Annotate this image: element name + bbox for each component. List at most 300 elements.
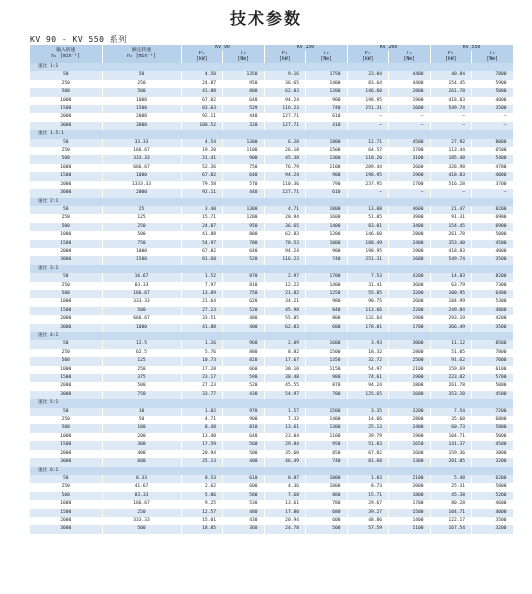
table-cell: 3000	[30, 391, 102, 399]
table-cell: 15.71	[347, 492, 389, 500]
table-cell: 3.93	[347, 340, 389, 348]
table-cell: 3400	[389, 223, 431, 231]
table-cell: 1.52	[181, 273, 223, 281]
table-row	[30, 189, 513, 197]
table-row	[30, 139, 513, 147]
table-row	[30, 105, 513, 113]
table-cell: 1350	[223, 71, 265, 79]
table-cell: 7.97	[181, 282, 223, 290]
table-cell: 640	[223, 433, 265, 441]
table-cell: 35.60	[264, 450, 306, 458]
table-cell: 83.33	[102, 282, 181, 290]
table-cell: 2000	[30, 382, 102, 390]
table-row	[30, 122, 513, 130]
table-cell: 950	[306, 441, 348, 449]
table-cell: 17.59	[181, 441, 223, 449]
table-cell: 1500	[306, 349, 348, 357]
table-cell: 2000	[30, 315, 102, 323]
table-cell: 67.02	[181, 248, 223, 256]
table-cell: 7800	[472, 349, 514, 357]
table-cell: 64.57	[347, 147, 389, 155]
table-cell: 8.73	[347, 483, 389, 491]
table-cell: 5400	[472, 155, 514, 163]
table-cell: 2000	[30, 181, 102, 189]
table-cell: 1500	[102, 105, 181, 113]
table-cell: 23.17	[181, 374, 223, 382]
table-cell: 250	[30, 80, 102, 88]
table-cell: 440	[223, 113, 265, 121]
table-cell: 50	[30, 206, 102, 214]
input-speed-header: 输入转速 n₁ [min⁻¹]	[30, 45, 102, 63]
table-cell: 1000	[30, 298, 102, 306]
table-cell: 3700	[472, 181, 514, 189]
table-cell: 1000	[102, 97, 181, 105]
table-cell: 76.79	[264, 164, 306, 172]
table-cell: 154.45	[430, 80, 472, 88]
table-cell: 8.48	[181, 424, 223, 432]
table-cell: 7.54	[430, 408, 472, 416]
table-row	[30, 424, 513, 432]
table-cell: 5.06	[181, 492, 223, 500]
table-cell: 50	[30, 273, 102, 281]
table-cell: 4.71	[181, 416, 223, 424]
table-row	[30, 408, 513, 416]
table-cell: 67.02	[181, 172, 223, 180]
table-cell: 2500	[389, 357, 431, 365]
table-cell: 33.51	[181, 315, 223, 323]
table-cell: 1900	[389, 374, 431, 382]
table-cell: 79.58	[181, 181, 223, 189]
table-cell: 83.01	[347, 223, 389, 231]
ratio-label: 速比 3:1	[30, 265, 513, 273]
table-cell: 418.83	[430, 248, 472, 256]
table-cell: 3700	[389, 147, 431, 155]
table-cell: 1000	[306, 240, 348, 248]
table-cell: 10.73	[181, 357, 223, 365]
table-cell: 850	[306, 450, 348, 458]
table-cell: 51.05	[430, 349, 472, 357]
table-cell: 375	[102, 374, 181, 382]
table-row	[30, 282, 513, 290]
table-cell: 8000	[472, 139, 514, 147]
table-cell: –	[472, 113, 514, 121]
table-cell: 113.44	[430, 147, 472, 155]
table-cell: –	[347, 122, 389, 130]
table-cell: 2000	[30, 517, 102, 525]
table-cell: –	[472, 189, 514, 197]
table-row	[30, 80, 513, 88]
table-cell: 63.79	[430, 282, 472, 290]
table-cell: 1.57	[264, 408, 306, 416]
table-cell: 23.04	[347, 71, 389, 79]
table-cell: 261.78	[430, 231, 472, 239]
table-cell: 8200	[472, 273, 514, 281]
table-cell: –	[389, 113, 431, 121]
table-cell: 146.60	[347, 231, 389, 239]
table-cell: 9.25	[181, 500, 223, 508]
table-cell: 159.36	[430, 450, 472, 458]
table-cell: 1100	[389, 525, 431, 533]
tech-params-table	[30, 45, 514, 534]
model-header-kv90: KV 90	[181, 45, 264, 51]
table-cell: 600	[102, 458, 181, 466]
table-cell: 2100	[389, 366, 431, 374]
table-cell: 91.62	[430, 357, 472, 365]
table-cell: 1100	[306, 433, 348, 441]
table-cell: 2800	[389, 88, 431, 96]
ratio-label: 速比 6:1	[30, 467, 513, 475]
table-cell: 12.22	[264, 282, 306, 290]
table-cell: 5200	[472, 492, 514, 500]
table-cell: 3000	[30, 256, 102, 264]
table-cell: 7200	[472, 408, 514, 416]
table-cell: 700	[306, 391, 348, 399]
table-cell: 198.95	[347, 172, 389, 180]
ratio-section-row	[30, 198, 513, 206]
table-cell: 870	[306, 382, 348, 390]
table-cell: 1000	[30, 97, 102, 105]
torque-header: T₂ [Nm]	[389, 51, 431, 63]
table-row	[30, 324, 513, 332]
table-row	[30, 164, 513, 172]
table-cell: 41.88	[181, 88, 223, 96]
table-cell: 500	[102, 231, 181, 239]
table-cell: 7.33	[264, 416, 306, 424]
ratio-section-row	[30, 63, 513, 71]
table-cell: 167.54	[430, 525, 472, 533]
table-cell: 328.98	[430, 164, 472, 172]
table-cell: 18.32	[347, 349, 389, 357]
table-cell: 3200	[389, 290, 431, 298]
table-cell: 250	[30, 416, 102, 424]
table-cell: 184.99	[430, 298, 472, 306]
table-row	[30, 357, 513, 365]
table-cell: –	[389, 122, 431, 130]
table-cell: 116.23	[264, 256, 306, 264]
table-cell: 1.02	[181, 408, 223, 416]
table-cell: 1350	[306, 357, 348, 365]
table-cell: 250	[30, 147, 102, 155]
table-cell: 166.67	[102, 500, 181, 508]
table-cell: 3000	[30, 458, 102, 466]
table-cell: 1700	[389, 500, 431, 508]
table-cell: 400	[102, 450, 181, 458]
table-cell: 62.83	[264, 324, 306, 332]
table-cell: 54.97	[347, 366, 389, 374]
table-cell: 17.28	[181, 366, 223, 374]
model-header-kv150: KV 150	[264, 45, 347, 51]
table-cell: 6800	[472, 416, 514, 424]
table-cell: 3500	[472, 256, 514, 264]
table-row	[30, 248, 513, 256]
table-cell: 25.13	[347, 424, 389, 432]
table-cell: 45.98	[264, 307, 306, 315]
table-row	[30, 433, 513, 441]
table-cell: 1500	[30, 307, 102, 315]
table-cell: 178.01	[347, 324, 389, 332]
table-cell: 13.40	[181, 433, 223, 441]
table-cell: 500	[30, 88, 102, 96]
table-cell: 6400	[472, 290, 514, 298]
table-cell: 29.84	[264, 441, 306, 449]
table-cell: 1400	[306, 80, 348, 88]
table-cell: 261.78	[430, 88, 472, 96]
table-row	[30, 483, 513, 491]
table-cell: 353.20	[430, 391, 472, 399]
table-cell: 870	[223, 273, 265, 281]
table-cell: 2000	[30, 450, 102, 458]
table-cell: 430	[223, 517, 265, 525]
table-cell: 51.83	[347, 441, 389, 449]
table-cell: 500	[30, 155, 102, 163]
table-cell: 2.97	[264, 273, 306, 281]
ratio-label: 速比 4:1	[30, 332, 513, 340]
table-cell: 2.62	[181, 483, 223, 491]
table-cell: 3.35	[347, 408, 389, 416]
table-cell: 1000	[30, 500, 102, 508]
table-cell: 3000	[30, 189, 102, 197]
table-cell: –	[430, 122, 472, 130]
table-cell: 800	[223, 88, 265, 96]
table-cell: 83.64	[347, 80, 389, 88]
table-cell: 250	[102, 80, 181, 88]
table-cell: 12.57	[181, 509, 223, 517]
table-cell: 740	[306, 458, 348, 466]
table-cell: 366.49	[430, 324, 472, 332]
table-cell: 1000	[30, 433, 102, 441]
table-cell: 31.41	[347, 282, 389, 290]
table-row	[30, 214, 513, 222]
table-cell: –	[347, 113, 389, 121]
model-header-kv550: KV 550	[430, 45, 513, 51]
table-row	[30, 256, 513, 264]
table-cell: 27.23	[181, 382, 223, 390]
series-subtitle: KV 90 - KV 550 系列	[30, 35, 127, 44]
table-cell: 900	[223, 416, 265, 424]
table-cell: 74.61	[347, 374, 389, 382]
table-cell: 640	[223, 172, 265, 180]
table-cell: 25	[102, 206, 181, 214]
table-cell: 520	[223, 382, 265, 390]
table-cell: 94.24	[264, 248, 306, 256]
table-cell: 333.33	[102, 298, 181, 306]
table-cell: 2600	[389, 298, 431, 306]
table-cell: 1500	[30, 105, 102, 113]
torque-header: T₂ [Nm]	[472, 51, 514, 63]
table-cell: 2000	[102, 189, 181, 197]
table-cell: 410	[306, 122, 348, 130]
table-cell: 600	[306, 517, 348, 525]
table-cell: 1900	[389, 172, 431, 180]
table-cell: 23.04	[264, 433, 306, 441]
table-cell: 750	[223, 164, 265, 172]
table-row	[30, 307, 513, 315]
table-cell: 750	[102, 240, 181, 248]
table-cell: 1200	[223, 214, 265, 222]
table-row	[30, 113, 513, 121]
table-cell: 1600	[389, 256, 431, 264]
table-cell: 360	[223, 525, 265, 533]
table-cell: 5300	[472, 298, 514, 306]
table-cell: 600	[306, 324, 348, 332]
table-cell: 1000	[102, 248, 181, 256]
power-header: P₁ [kW]	[264, 51, 306, 63]
table-cell: 430	[223, 391, 265, 399]
ratio-section-row	[30, 332, 513, 340]
table-cell: 800	[223, 231, 265, 239]
table-cell: 610	[223, 475, 265, 483]
table-cell: 250	[102, 223, 181, 231]
table-cell: 560	[223, 441, 265, 449]
table-cell: 3900	[389, 214, 431, 222]
table-cell: 4500	[472, 240, 514, 248]
table-cell: 92.11	[181, 189, 223, 197]
table-cell: 680	[306, 509, 348, 517]
table-cell: –	[472, 122, 514, 130]
table-row	[30, 290, 513, 298]
table-cell: 57.59	[347, 525, 389, 533]
table-cell: 1300	[223, 206, 265, 214]
table-cell: 480	[223, 315, 265, 323]
table-cell: 35.60	[430, 416, 472, 424]
table-cell: 1600	[306, 340, 348, 348]
table-header	[30, 45, 513, 63]
table-cell: 15.71	[181, 214, 223, 222]
table-cell: 500	[102, 307, 181, 315]
table-cell: 840	[306, 307, 348, 315]
table-cell: –	[430, 189, 472, 197]
table-cell: 549.74	[430, 256, 472, 264]
table-cell: 250	[30, 214, 102, 222]
table-cell: 5000	[472, 88, 514, 96]
table-cell: 2000	[102, 113, 181, 121]
table-cell: 750	[102, 391, 181, 399]
table-cell: 1900	[389, 433, 431, 441]
table-cell: 950	[223, 223, 265, 231]
table-cell: 5700	[472, 374, 514, 382]
table-cell: 6100	[472, 366, 514, 374]
table-row	[30, 450, 513, 458]
table-cell: 960	[223, 340, 265, 348]
table-row	[30, 298, 513, 306]
table-cell: 1400	[306, 416, 348, 424]
table-cell: 50	[102, 416, 181, 424]
table-cell: 333.33	[102, 155, 181, 163]
ratio-section-row	[30, 399, 513, 407]
table-cell: 113.66	[347, 307, 389, 315]
table-cell: 549.74	[430, 105, 472, 113]
table-cell: 146.60	[347, 88, 389, 96]
model-header-kv260: KV 260	[347, 45, 430, 51]
table-cell: 83.63	[181, 105, 223, 113]
page-title: 技术参数	[229, 9, 302, 28]
table-cell: 520	[223, 307, 265, 315]
table-cell: 1700	[389, 324, 431, 332]
table-cell: 1000	[30, 366, 102, 374]
table-cell: 250	[102, 509, 181, 517]
table-cell: 4400	[389, 71, 431, 79]
ratio-label: 速比 1:1	[30, 63, 513, 71]
table-cell: 529	[223, 105, 265, 113]
table-cell: 620	[223, 298, 265, 306]
torque-header: T₂ [Nm]	[223, 51, 265, 63]
table-cell: 15.01	[181, 517, 223, 525]
table-cell: 10	[102, 408, 181, 416]
table-cell: 5000	[472, 382, 514, 390]
table-body	[30, 63, 513, 534]
table-row	[30, 147, 513, 155]
table-cell: 185.48	[430, 155, 472, 163]
table-cell: 1.83	[347, 475, 389, 483]
table-cell: 250	[102, 366, 181, 374]
table-cell: 1500	[30, 240, 102, 248]
table-cell: 2600	[389, 164, 431, 172]
table-cell: 900	[306, 97, 348, 105]
table-row	[30, 509, 513, 517]
table-cell: 3600	[389, 282, 431, 290]
table-cell: 5.48	[430, 475, 472, 483]
table-cell: 5000	[472, 231, 514, 239]
table-row	[30, 492, 513, 500]
table-cell: 20.94	[264, 214, 306, 222]
table-row	[30, 366, 513, 374]
table-cell: 13.61	[264, 500, 306, 508]
table-cell: 1000	[30, 231, 102, 239]
table-cell: 1800	[306, 206, 348, 214]
table-cell: 127.71	[264, 113, 306, 121]
table-cell: 1400	[389, 517, 431, 525]
table-cell: 800	[306, 315, 348, 323]
table-cell: 94.24	[347, 382, 389, 390]
table-cell: 1400	[306, 282, 348, 290]
table-cell: 293.19	[430, 315, 472, 323]
table-row	[30, 71, 513, 79]
table-cell: 6500	[472, 147, 514, 155]
table-cell: 198.95	[347, 248, 389, 256]
table-cell: 223.82	[430, 374, 472, 382]
table-cell: 40.84	[430, 71, 472, 79]
table-cell: 251.31	[347, 105, 389, 113]
table-cell: 1000	[306, 483, 348, 491]
table-cell: 1500	[306, 147, 348, 155]
power-header: P₁ [kW]	[347, 51, 389, 63]
output-speed-header: 额定转速 n₂ [min⁻¹]	[102, 45, 181, 63]
table-cell: 41.67	[102, 483, 181, 491]
table-cell: 62.5	[102, 349, 181, 357]
table-cell: 9.16	[264, 71, 306, 79]
table-cell: 12.5	[102, 340, 181, 348]
table-cell: 81.68	[181, 256, 223, 264]
table-cell: 33.77	[181, 391, 223, 399]
table-cell: 516.28	[430, 181, 472, 189]
table-cell: 38.48	[264, 374, 306, 382]
table-cell: 62.83	[264, 231, 306, 239]
table-cell: 94.24	[264, 172, 306, 180]
table-cell: 950	[223, 80, 265, 88]
table-cell: 250	[30, 483, 102, 491]
table-row	[30, 97, 513, 105]
table-cell: 666.67	[102, 164, 181, 172]
table-cell: 740	[306, 105, 348, 113]
table-cell: 900	[306, 248, 348, 256]
table-cell: 11.12	[430, 340, 472, 348]
table-cell: 41.88	[181, 324, 223, 332]
table-cell: 2000	[389, 483, 431, 491]
table-cell: 4500	[472, 441, 514, 449]
table-cell: 8.82	[264, 349, 306, 357]
table-cell: 3000	[30, 324, 102, 332]
table-cell: 52.36	[181, 164, 223, 172]
